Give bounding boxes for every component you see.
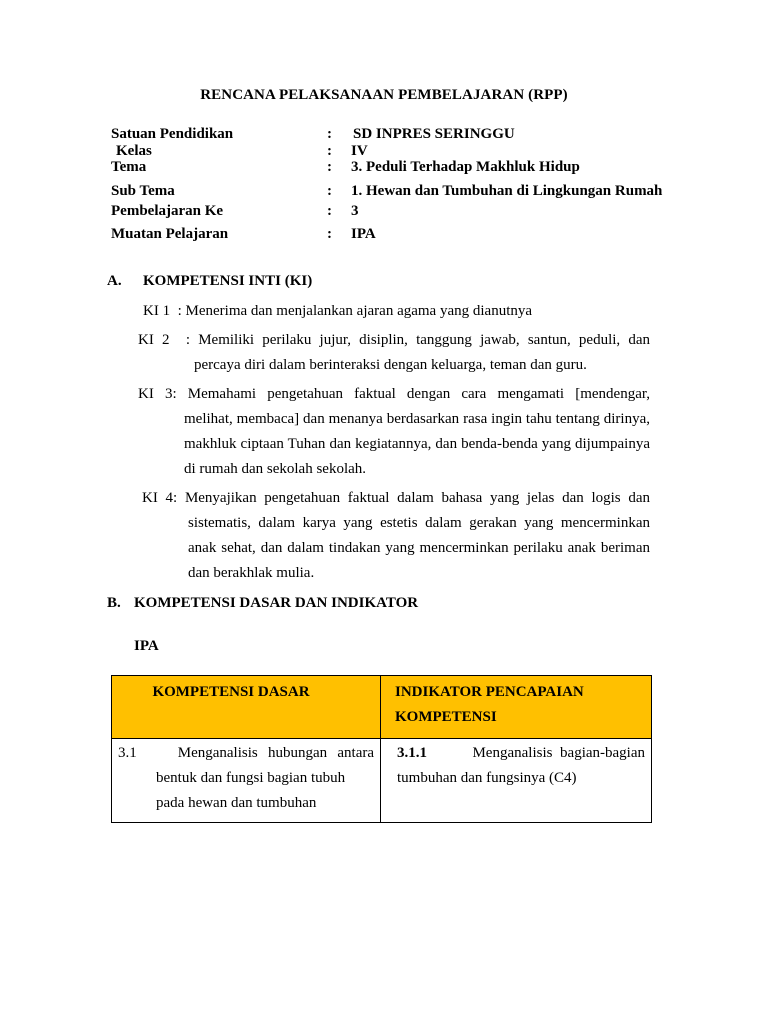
info-label: Kelas (116, 143, 152, 159)
ki-text: Menyajikan pengetahuan faktual dalam bahasa yang jelas dan logis dan (184, 490, 651, 506)
ki-code: KI 3: (138, 386, 177, 402)
header-kompetensi-dasar: KOMPETENSI DASAR (112, 676, 381, 739)
info-colon: : (327, 203, 332, 219)
subject-label: IPA (134, 638, 159, 654)
info-row-pembelajaran (111, 203, 691, 223)
ki-item-1 (143, 299, 655, 324)
ki-text: Menerima dan menjalankan ajaran agama yang dianutnya (185, 303, 533, 319)
kd-cell (112, 739, 381, 823)
info-colon: : (327, 126, 332, 142)
indicator-number: 3.1.1 (397, 745, 427, 761)
ki-item-2 (138, 328, 650, 378)
info-row-subtema (111, 183, 691, 203)
info-colon: : (327, 183, 332, 199)
competency-table (111, 675, 652, 823)
info-label: Tema (111, 159, 147, 175)
info-label: Pembelajaran Ke (111, 203, 224, 219)
info-label: Sub Tema (111, 183, 175, 199)
info-row-muatan (111, 226, 691, 246)
ki-code: KI 4: (142, 490, 178, 506)
ki-text-continued: percaya diri dalam berinteraksi dengan keluarga, teman dan guru. (194, 357, 587, 373)
info-value: SD INPRES SERINGGU (353, 126, 515, 142)
section-b-letter: B. (107, 595, 121, 611)
indicator-text-continued: tumbuhan dan fungsinya (C4) (397, 770, 577, 786)
info-value: 1. Hewan dan Tumbuhan di Lingkungan Rumah (351, 183, 663, 199)
ki-code: KI 2 : (138, 332, 191, 348)
info-value: 3. Peduli Terhadap Makhluk Hidup (351, 159, 580, 175)
section-a-heading: KOMPETENSI INTI (KI) (143, 273, 313, 289)
section-a-letter: A. (107, 273, 122, 289)
kd-text-continued: bentuk dan fungsi bagian tubuh pada hewan dan tumbuhan (156, 770, 346, 811)
table-header-row (112, 676, 652, 739)
document-title: RENCANA PELAKSANAAN PEMBELAJARAN (RPP) (200, 87, 568, 103)
ki-text-continued: melihat, membaca] dan menanya berdasarkan rasa ingin tahu tentang dirinya, makhluk ciptaan Tuhan dan kegiatannya, dan benda-benda yang dijumpainya di rumah dan sekolah sekolah. (184, 411, 650, 477)
info-value: 3 (351, 203, 359, 219)
indicator-cell (381, 739, 652, 823)
section-b-heading: KOMPETENSI DASAR DAN INDIKATOR (134, 595, 419, 611)
info-colon: : (327, 159, 332, 175)
indicator-text: Menganalisis bagian-bagian (472, 745, 645, 761)
header-indikator: INDIKATOR PENCAPAIAN KOMPETENSI (381, 676, 652, 739)
kd-text: Menganalisis hubungan antara (177, 745, 375, 761)
ki-text: Memiliki perilaku jujur, disiplin, tanggung jawab, santun, peduli, dan (198, 332, 651, 348)
info-label: Satuan Pendidikan (111, 126, 234, 142)
ki-code: KI 1 : (143, 303, 182, 319)
info-colon: : (327, 143, 332, 159)
ki-item-4 (142, 486, 650, 586)
info-value: IPA (351, 226, 376, 242)
table-row (112, 739, 652, 823)
info-row-tema (111, 159, 691, 179)
kd-number: 3.1 (118, 745, 137, 761)
info-label: Muatan Pelajaran (111, 226, 229, 242)
ki-text-continued: sistematis, dalam karya yang estetis dalam gerakan yang mencerminkan anak sehat, dan dalam tindakan yang mencerminkan perilaku anak beriman dan berakhlak mulia. (188, 515, 650, 581)
ki-text: Memahami pengetahuan faktual dengan cara mengamati [mendengar, (187, 386, 651, 402)
ki-item-3 (138, 382, 650, 482)
info-value: IV (351, 143, 368, 159)
info-colon: : (327, 226, 332, 242)
